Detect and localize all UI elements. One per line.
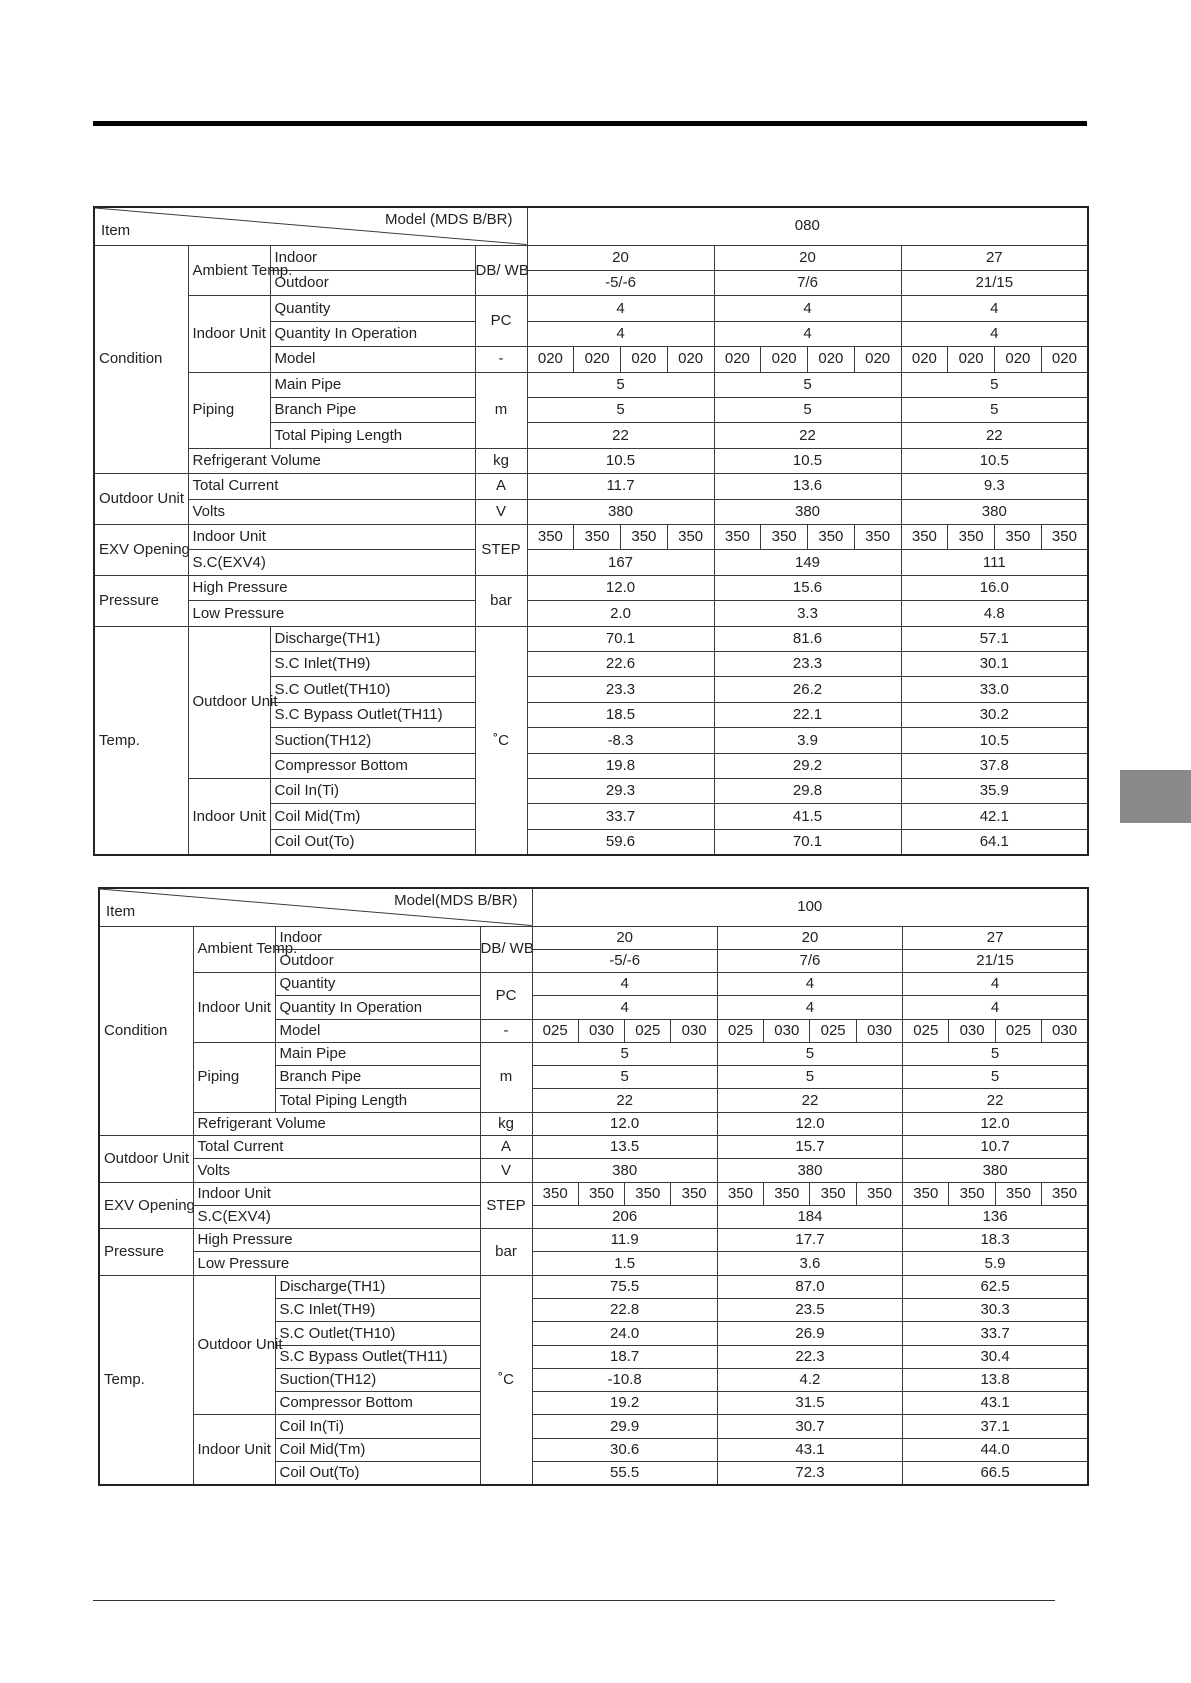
total-piping-length-value: 22 <box>714 423 901 448</box>
temp-value: 41.5 <box>714 804 901 829</box>
temp-row-label: Coil Out(To) <box>275 1461 480 1485</box>
temp-value: 30.6 <box>532 1438 717 1461</box>
temp-row-label: S.C Outlet(TH10) <box>270 677 475 702</box>
temp-value: 19.2 <box>532 1392 717 1415</box>
temp-value: 13.8 <box>903 1368 1088 1391</box>
temp-value: 70.1 <box>527 626 714 651</box>
quantity-value: 4 <box>714 296 901 321</box>
temp-value: 43.1 <box>903 1392 1088 1415</box>
model-cell: 030 <box>949 1019 995 1042</box>
quantity-value: 4 <box>901 296 1088 321</box>
dash-unit: - <box>480 1019 532 1042</box>
quantity-value: 4 <box>903 973 1088 996</box>
indoor-temp-value: 27 <box>903 926 1088 949</box>
bottom-rule <box>93 1600 1055 1601</box>
branch-pipe-value: 5 <box>532 1066 717 1089</box>
high-pressure-label: High Pressure <box>193 1229 480 1252</box>
step-unit: STEP <box>480 1182 532 1229</box>
exv-indoor-cell: 350 <box>854 524 901 549</box>
total-piping-length-label: Total Piping Length <box>275 1089 480 1112</box>
indoor-label: Indoor <box>275 926 480 949</box>
volts-value: 380 <box>532 1159 717 1182</box>
temp-value: 29.8 <box>714 779 901 804</box>
temp-row-label: Discharge(TH1) <box>270 626 475 651</box>
temp-indoor-unit-label: Indoor Unit <box>188 779 270 856</box>
temp-value: 4.2 <box>717 1368 902 1391</box>
low-pressure-value: 3.3 <box>714 601 901 626</box>
exv-opening-label: EXV Opening <box>99 1182 193 1229</box>
model-cell: 020 <box>808 347 855 372</box>
temp-value: 37.1 <box>903 1415 1088 1438</box>
bar-unit: bar <box>475 575 527 626</box>
model-label: Model (MDS B/BR) <box>384 211 513 228</box>
m-unit: m <box>475 372 527 448</box>
branch-pipe-label: Branch Pipe <box>275 1066 480 1089</box>
model-cell: 025 <box>625 1019 671 1042</box>
main-pipe-value: 5 <box>714 372 901 397</box>
temp-label: Temp. <box>99 1275 193 1485</box>
main-pipe-label: Main Pipe <box>275 1042 480 1065</box>
m-unit: m <box>480 1042 532 1112</box>
indoor-temp-value: 27 <box>901 245 1088 270</box>
temp-value: 30.1 <box>901 652 1088 677</box>
model-cell: 030 <box>578 1019 624 1042</box>
high-pressure-value: 16.0 <box>901 575 1088 600</box>
spec-table-100 <box>98 887 1089 1486</box>
temp-row-label: Suction(TH12) <box>270 728 475 753</box>
model-cell: 020 <box>995 347 1042 372</box>
temp-value: 26.2 <box>714 677 901 702</box>
temp-value: 59.6 <box>527 829 714 855</box>
pressure-label: Pressure <box>99 1229 193 1276</box>
temp-value: 42.1 <box>901 804 1088 829</box>
main-pipe-value: 5 <box>903 1042 1088 1065</box>
branch-pipe-value: 5 <box>527 397 714 422</box>
model-cell: 025 <box>717 1019 763 1042</box>
kg-unit: kg <box>475 448 527 473</box>
temp-row-label: Compressor Bottom <box>275 1392 480 1415</box>
temp-value: 57.1 <box>901 626 1088 651</box>
piping-label: Piping <box>193 1042 275 1112</box>
model-value: 080 <box>527 207 1088 245</box>
exv-indoor-cell: 350 <box>761 524 808 549</box>
outdoor-temp-value: -5/-6 <box>532 949 717 972</box>
quantity-label: Quantity <box>270 296 475 321</box>
low-pressure-value: 4.8 <box>901 601 1088 626</box>
outdoor-unit-label: Outdoor Unit <box>99 1136 193 1183</box>
temp-value: 55.5 <box>532 1461 717 1485</box>
volts-value: 380 <box>527 499 714 524</box>
kg-unit: kg <box>480 1112 532 1135</box>
total-piping-length-value: 22 <box>717 1089 902 1112</box>
a-unit: A <box>480 1136 532 1159</box>
temp-row-label: Coil In(Ti) <box>275 1415 480 1438</box>
model-row-label: Model <box>270 347 475 372</box>
temp-row-label: S.C Inlet(TH9) <box>275 1299 480 1322</box>
exv-indoor-cell: 350 <box>764 1182 810 1205</box>
refrigerant-volume-value: 12.0 <box>717 1112 902 1135</box>
temp-value: 64.1 <box>901 829 1088 855</box>
exv-indoor-cell: 350 <box>527 524 574 549</box>
total-current-value: 13.6 <box>714 474 901 499</box>
sc-exv4-value: 167 <box>527 550 714 575</box>
quantity-in-operation-value: 4 <box>901 321 1088 346</box>
indoor-temp-value: 20 <box>532 926 717 949</box>
total-current-value: 13.5 <box>532 1136 717 1159</box>
exv-indoor-cell: 350 <box>948 524 995 549</box>
model-cell: 020 <box>948 347 995 372</box>
temp-value: 29.3 <box>527 779 714 804</box>
main-pipe-label: Main Pipe <box>270 372 475 397</box>
exv-indoor-cell: 350 <box>625 1182 671 1205</box>
indoor-temp-value: 20 <box>527 245 714 270</box>
high-pressure-value: 15.6 <box>714 575 901 600</box>
outdoor-temp-value: 7/6 <box>717 949 902 972</box>
pressure-label: Pressure <box>94 575 188 626</box>
table-header-diagonal <box>99 888 532 926</box>
total-current-label: Total Current <box>188 474 475 499</box>
sc-exv4-value: 184 <box>717 1205 902 1228</box>
model-cell: 025 <box>810 1019 856 1042</box>
model-cell: 020 <box>761 347 808 372</box>
dbwb-unit: DB/ WB <box>475 245 527 296</box>
temp-row-label: Coil Out(To) <box>270 829 475 855</box>
exv-indoor-cell: 350 <box>621 524 668 549</box>
outdoor-temp-value: 21/15 <box>901 270 1088 295</box>
low-pressure-label: Low Pressure <box>188 601 475 626</box>
volts-value: 380 <box>903 1159 1088 1182</box>
main-pipe-value: 5 <box>901 372 1088 397</box>
branch-pipe-value: 5 <box>714 397 901 422</box>
temp-value: 30.3 <box>903 1299 1088 1322</box>
dbwb-unit: DB/ WB <box>480 926 532 973</box>
model-cell: 020 <box>527 347 574 372</box>
dash-unit: - <box>475 347 527 372</box>
quantity-in-operation-label: Quantity In Operation <box>270 321 475 346</box>
low-pressure-value: 2.0 <box>527 601 714 626</box>
quantity-in-operation-value: 4 <box>532 996 717 1019</box>
condition-label: Condition <box>99 926 193 1136</box>
top-rule <box>93 121 1087 126</box>
temp-value: 22.8 <box>532 1299 717 1322</box>
temp-value: 23.3 <box>714 652 901 677</box>
branch-pipe-label: Branch Pipe <box>270 397 475 422</box>
temp-value: 29.2 <box>714 753 901 778</box>
sc-exv4-value: 206 <box>532 1205 717 1228</box>
temp-outdoor-unit-label: Outdoor Unit <box>193 1275 275 1415</box>
temp-row-label: S.C Bypass Outlet(TH11) <box>275 1345 480 1368</box>
temp-value: 35.9 <box>901 779 1088 804</box>
model-cell: 025 <box>995 1019 1041 1042</box>
exv-indoor-cell: 350 <box>1042 1182 1088 1205</box>
exv-indoor-cell: 350 <box>808 524 855 549</box>
quantity-in-operation-value: 4 <box>527 321 714 346</box>
outdoor-label: Outdoor <box>270 270 475 295</box>
quantity-value: 4 <box>527 296 714 321</box>
exv-opening-label: EXV Opening <box>94 524 188 575</box>
temp-value: 30.2 <box>901 702 1088 727</box>
model-cell: 025 <box>903 1019 949 1042</box>
exv-indoor-cell: 350 <box>856 1182 902 1205</box>
step-unit: STEP <box>475 524 527 575</box>
high-pressure-value: 17.7 <box>717 1229 902 1252</box>
exv-indoor-cell: 350 <box>901 524 948 549</box>
indoor-unit-label: Indoor Unit <box>188 296 270 372</box>
model-value: 100 <box>532 888 1088 926</box>
spec-table-080 <box>93 206 1089 856</box>
indoor-temp-value: 20 <box>714 245 901 270</box>
volts-label: Volts <box>193 1159 480 1182</box>
model-cell: 020 <box>1041 347 1088 372</box>
refrigerant-volume-label: Refrigerant Volume <box>193 1112 480 1135</box>
quantity-label: Quantity <box>275 973 480 996</box>
high-pressure-value: 12.0 <box>527 575 714 600</box>
model-cell: 020 <box>667 347 714 372</box>
temp-row-label: Coil Mid(Tm) <box>270 804 475 829</box>
temp-row-label: S.C Bypass Outlet(TH11) <box>270 702 475 727</box>
temp-row-label: S.C Inlet(TH9) <box>270 652 475 677</box>
temp-row-label: Suction(TH12) <box>275 1368 480 1391</box>
model-cell: 020 <box>714 347 761 372</box>
temp-value: 10.5 <box>901 728 1088 753</box>
quantity-in-operation-label: Quantity In Operation <box>275 996 480 1019</box>
exv-indoor-cell: 350 <box>1041 524 1088 549</box>
outdoor-temp-value: 21/15 <box>903 949 1088 972</box>
temp-outdoor-unit-label: Outdoor Unit <box>188 626 270 778</box>
outdoor-temp-value: -5/-6 <box>527 270 714 295</box>
temp-value: 37.8 <box>901 753 1088 778</box>
temp-value: 70.1 <box>714 829 901 855</box>
total-piping-length-label: Total Piping Length <box>270 423 475 448</box>
sc-exv4-label: S.C(EXV4) <box>188 550 475 575</box>
exv-indoor-cell: 350 <box>667 524 714 549</box>
high-pressure-label: High Pressure <box>188 575 475 600</box>
degc-unit: ˚C <box>475 626 527 855</box>
temp-value: 87.0 <box>717 1275 902 1298</box>
model-cell: 030 <box>764 1019 810 1042</box>
main-pipe-value: 5 <box>527 372 714 397</box>
temp-label: Temp. <box>94 626 188 855</box>
exv-indoor-cell: 350 <box>903 1182 949 1205</box>
exv-indoor-cell: 350 <box>574 524 621 549</box>
temp-value: 18.5 <box>527 702 714 727</box>
indoor-temp-value: 20 <box>717 926 902 949</box>
volts-value: 380 <box>901 499 1088 524</box>
temp-value: 23.3 <box>527 677 714 702</box>
a-unit: A <box>475 474 527 499</box>
exv-indoor-cell: 350 <box>578 1182 624 1205</box>
temp-value: 23.5 <box>717 1299 902 1322</box>
exv-indoor-cell: 350 <box>810 1182 856 1205</box>
indoor-unit-label: Indoor Unit <box>193 973 275 1043</box>
refrigerant-volume-label: Refrigerant Volume <box>188 448 475 473</box>
quantity-in-operation-value: 4 <box>903 996 1088 1019</box>
low-pressure-value: 5.9 <box>903 1252 1088 1275</box>
total-piping-length-value: 22 <box>903 1089 1088 1112</box>
temp-value: -8.3 <box>527 728 714 753</box>
model-cell: 030 <box>856 1019 902 1042</box>
branch-pipe-value: 5 <box>717 1066 902 1089</box>
outdoor-label: Outdoor <box>275 949 480 972</box>
temp-indoor-unit-label: Indoor Unit <box>193 1415 275 1485</box>
model-row-label: Model <box>275 1019 480 1042</box>
temp-value: 66.5 <box>903 1461 1088 1485</box>
model-cell: 020 <box>574 347 621 372</box>
temp-value: 33.7 <box>527 804 714 829</box>
outdoor-unit-label: Outdoor Unit <box>94 474 188 525</box>
item-label: Item <box>101 221 131 239</box>
temp-value: 24.0 <box>532 1322 717 1345</box>
outdoor-temp-value: 7/6 <box>714 270 901 295</box>
high-pressure-value: 18.3 <box>903 1229 1088 1252</box>
low-pressure-label: Low Pressure <box>193 1252 480 1275</box>
low-pressure-value: 3.6 <box>717 1252 902 1275</box>
exv-indoor-cell: 350 <box>532 1182 578 1205</box>
temp-row-label: Coil Mid(Tm) <box>275 1438 480 1461</box>
exv-indoor-cell: 350 <box>995 1182 1041 1205</box>
total-current-value: 9.3 <box>901 474 1088 499</box>
v-unit: V <box>480 1159 532 1182</box>
main-pipe-value: 5 <box>717 1042 902 1065</box>
temp-value: 62.5 <box>903 1275 1088 1298</box>
volts-label: Volts <box>188 499 475 524</box>
condition-label: Condition <box>94 245 188 474</box>
temp-row-label: Compressor Bottom <box>270 753 475 778</box>
bar-unit: bar <box>480 1229 532 1276</box>
refrigerant-volume-value: 10.5 <box>527 448 714 473</box>
total-current-value: 11.7 <box>527 474 714 499</box>
section-tab <box>1120 770 1191 823</box>
indoor-label: Indoor <box>270 245 475 270</box>
refrigerant-volume-value: 10.5 <box>901 448 1088 473</box>
quantity-value: 4 <box>532 973 717 996</box>
exv-indoor-cell: 350 <box>714 524 761 549</box>
high-pressure-value: 11.9 <box>532 1229 717 1252</box>
temp-value: 72.3 <box>717 1461 902 1485</box>
quantity-in-operation-value: 4 <box>714 321 901 346</box>
exv-indoor-unit-label: Indoor Unit <box>193 1182 480 1205</box>
temp-value: 30.7 <box>717 1415 902 1438</box>
degc-unit: ˚C <box>480 1275 532 1485</box>
model-cell: 030 <box>671 1019 717 1042</box>
quantity-value: 4 <box>717 973 902 996</box>
piping-label: Piping <box>188 372 270 448</box>
model-label: Model(MDS B/BR) <box>394 892 518 909</box>
temp-value: 33.0 <box>901 677 1088 702</box>
volts-value: 380 <box>714 499 901 524</box>
sc-exv4-value: 111 <box>901 550 1088 575</box>
total-current-label: Total Current <box>193 1136 480 1159</box>
model-cell: 030 <box>1042 1019 1088 1042</box>
temp-value: 19.8 <box>527 753 714 778</box>
temp-row-label: Coil In(Ti) <box>270 779 475 804</box>
temp-value: 75.5 <box>532 1275 717 1298</box>
exv-indoor-cell: 350 <box>949 1182 995 1205</box>
exv-indoor-unit-label: Indoor Unit <box>188 524 475 549</box>
table-header-diagonal <box>94 207 527 245</box>
temp-row-label: Discharge(TH1) <box>275 1275 480 1298</box>
total-piping-length-value: 22 <box>532 1089 717 1112</box>
item-label: Item <box>106 902 136 920</box>
model-cell: 025 <box>532 1019 578 1042</box>
temp-value: 22.1 <box>714 702 901 727</box>
temp-value: 26.9 <box>717 1322 902 1345</box>
branch-pipe-value: 5 <box>901 397 1088 422</box>
refrigerant-volume-value: 10.5 <box>714 448 901 473</box>
temp-value: 22.6 <box>527 652 714 677</box>
main-pipe-value: 5 <box>532 1042 717 1065</box>
temp-value: 33.7 <box>903 1322 1088 1345</box>
model-cell: 020 <box>621 347 668 372</box>
sc-exv4-label: S.C(EXV4) <box>193 1205 480 1228</box>
temp-value: 43.1 <box>717 1438 902 1461</box>
temp-value: 22.3 <box>717 1345 902 1368</box>
temp-row-label: S.C Outlet(TH10) <box>275 1322 480 1345</box>
temp-value: 81.6 <box>714 626 901 651</box>
ambient-temp-label: Ambient Temp. <box>193 926 275 973</box>
exv-indoor-cell: 350 <box>995 524 1042 549</box>
pc-unit: PC <box>475 296 527 347</box>
temp-value: 3.9 <box>714 728 901 753</box>
branch-pipe-value: 5 <box>903 1066 1088 1089</box>
sc-exv4-value: 149 <box>714 550 901 575</box>
pc-unit: PC <box>480 973 532 1020</box>
total-current-value: 10.7 <box>903 1136 1088 1159</box>
refrigerant-volume-value: 12.0 <box>903 1112 1088 1135</box>
total-piping-length-value: 22 <box>527 423 714 448</box>
model-cell: 020 <box>854 347 901 372</box>
sc-exv4-value: 136 <box>903 1205 1088 1228</box>
total-piping-length-value: 22 <box>901 423 1088 448</box>
temp-value: 29.9 <box>532 1415 717 1438</box>
refrigerant-volume-value: 12.0 <box>532 1112 717 1135</box>
model-cell: 020 <box>901 347 948 372</box>
low-pressure-value: 1.5 <box>532 1252 717 1275</box>
volts-value: 380 <box>717 1159 902 1182</box>
temp-value: -10.8 <box>532 1368 717 1391</box>
temp-value: 44.0 <box>903 1438 1088 1461</box>
temp-value: 18.7 <box>532 1345 717 1368</box>
total-current-value: 15.7 <box>717 1136 902 1159</box>
quantity-in-operation-value: 4 <box>717 996 902 1019</box>
temp-value: 31.5 <box>717 1392 902 1415</box>
v-unit: V <box>475 499 527 524</box>
exv-indoor-cell: 350 <box>671 1182 717 1205</box>
ambient-temp-label: Ambient Temp. <box>188 245 270 296</box>
exv-indoor-cell: 350 <box>717 1182 763 1205</box>
temp-value: 30.4 <box>903 1345 1088 1368</box>
